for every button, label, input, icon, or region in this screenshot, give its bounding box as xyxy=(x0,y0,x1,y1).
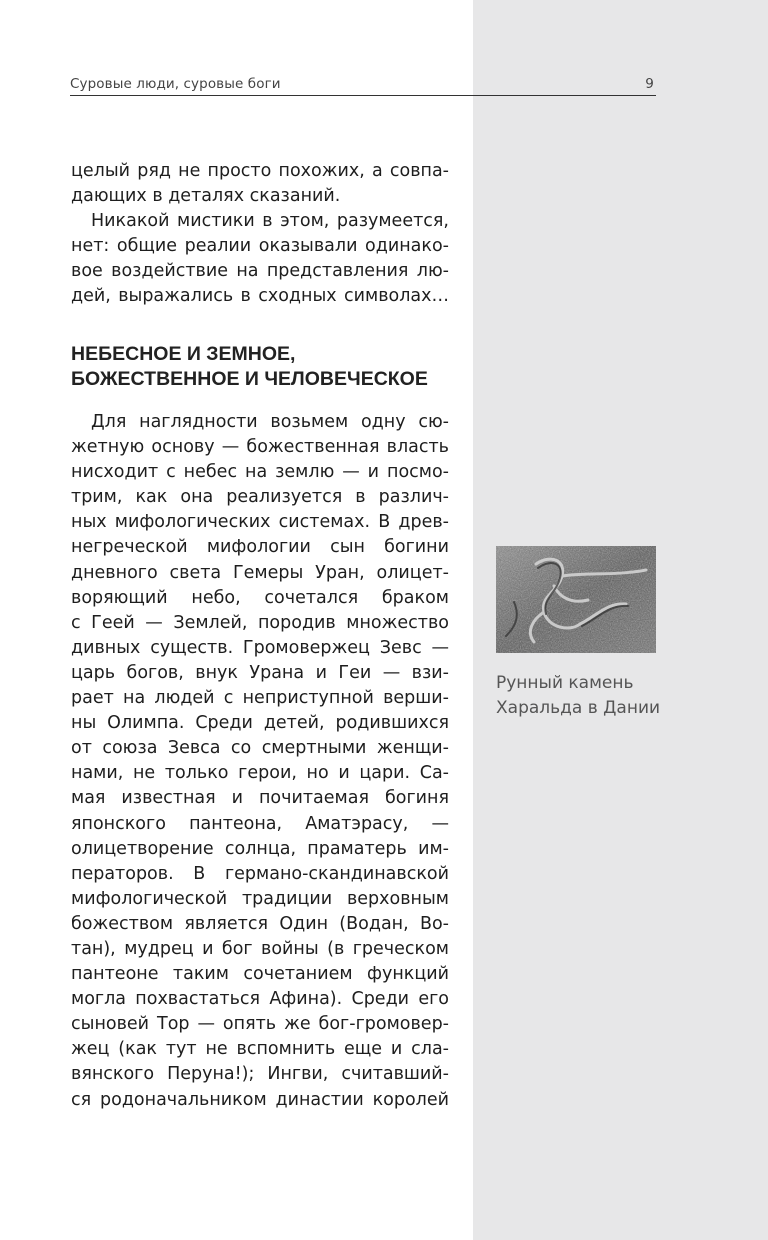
text-line: дневного света Гемеры Уран, олицет- xyxy=(71,562,449,583)
text-line: мая известная и почитаемая богиня xyxy=(71,788,449,809)
text-line: вянского Перуна!); Ингви, считавший- xyxy=(71,1064,449,1085)
text-line: дивных существ. Громовержец Зевс — xyxy=(71,637,449,658)
text-line: Для наглядности возьмем одну сю- xyxy=(91,412,449,432)
text-line: жец (как тут не вспомнить еще и сла- xyxy=(71,1039,449,1060)
text-line: вое воздействие на представления лю- xyxy=(71,261,449,282)
text-line: Никакой мистики в этом, разумеется, xyxy=(91,211,449,232)
text-line: ны Олимпа. Среди детей, родившихся xyxy=(71,713,449,734)
heading-line: НЕБЕСНОЕ И ЗЕМНОЕ, xyxy=(71,343,296,365)
text-line: японского пантеона, Аматэрасу, — xyxy=(71,813,449,834)
text-line: нами, не только герои, но и цари. Са- xyxy=(71,763,449,784)
text-line: целый ряд не просто похожих, а совпа- xyxy=(71,161,449,181)
text-line: рает на людей с неприступной верши- xyxy=(71,688,449,709)
text-line: ператоров. В германо-скандинавской xyxy=(71,863,449,884)
figure-caption xyxy=(496,671,696,721)
text-line: царь богов, внук Урана и Геи — взи- xyxy=(71,662,449,683)
text-line: с Геей — Землей, породив множество xyxy=(71,612,449,633)
body-paragraph xyxy=(71,410,449,1113)
text-line: ных мифологических системах. В древ- xyxy=(71,512,449,533)
text-line: могла похвастаться Афина). Среди его xyxy=(71,989,449,1010)
text-line: жетную основу — божественная власть xyxy=(71,437,449,458)
rune-stone-image xyxy=(496,546,656,653)
page-header xyxy=(70,76,656,96)
text-line: мифологической традиции верховным xyxy=(71,888,449,909)
heading-line: БОЖЕСТВЕННОЕ И ЧЕЛОВЕЧЕСКОЕ xyxy=(71,368,428,390)
rune-stone-photo xyxy=(496,546,656,653)
text-line: тан), мудрец и бог войны (в греческом xyxy=(71,938,449,959)
caption-line: Рунный камень xyxy=(496,673,634,693)
page-number: 9 xyxy=(645,76,654,92)
text-line: пантеоне таким сочетанием функций xyxy=(71,964,449,985)
text-line: от союза Зевса со смертными женщи- xyxy=(71,738,449,759)
intro-paragraphs xyxy=(71,159,449,310)
running-title: Суровые люди, суровые боги xyxy=(70,76,281,92)
text-line: нисходит с небес на землю — и посмо- xyxy=(71,462,449,483)
text-line: негреческой мифологии сын богини xyxy=(71,537,449,558)
text-line: нет: общие реалии оказывали одинако- xyxy=(71,236,449,257)
text-line: сыновей Тор — опять же бог-громовер- xyxy=(71,1014,449,1035)
text-line: ся родоначальником династии королей xyxy=(71,1089,449,1110)
text-line: божеством является Один (Водан, Во- xyxy=(71,913,449,934)
text-line: трим, как она реализуется в различ- xyxy=(71,487,449,508)
caption-line: Харальда в Дании xyxy=(496,698,661,718)
text-line: воряющий небо, сочетался браком xyxy=(71,587,449,608)
text-line: олицетворение солнца, праматерь им- xyxy=(71,838,449,859)
section-heading xyxy=(71,342,451,392)
text-line: дей, выражались в сходных символах… xyxy=(71,286,449,307)
text-line: дающих в деталях сказаний. xyxy=(71,186,341,207)
